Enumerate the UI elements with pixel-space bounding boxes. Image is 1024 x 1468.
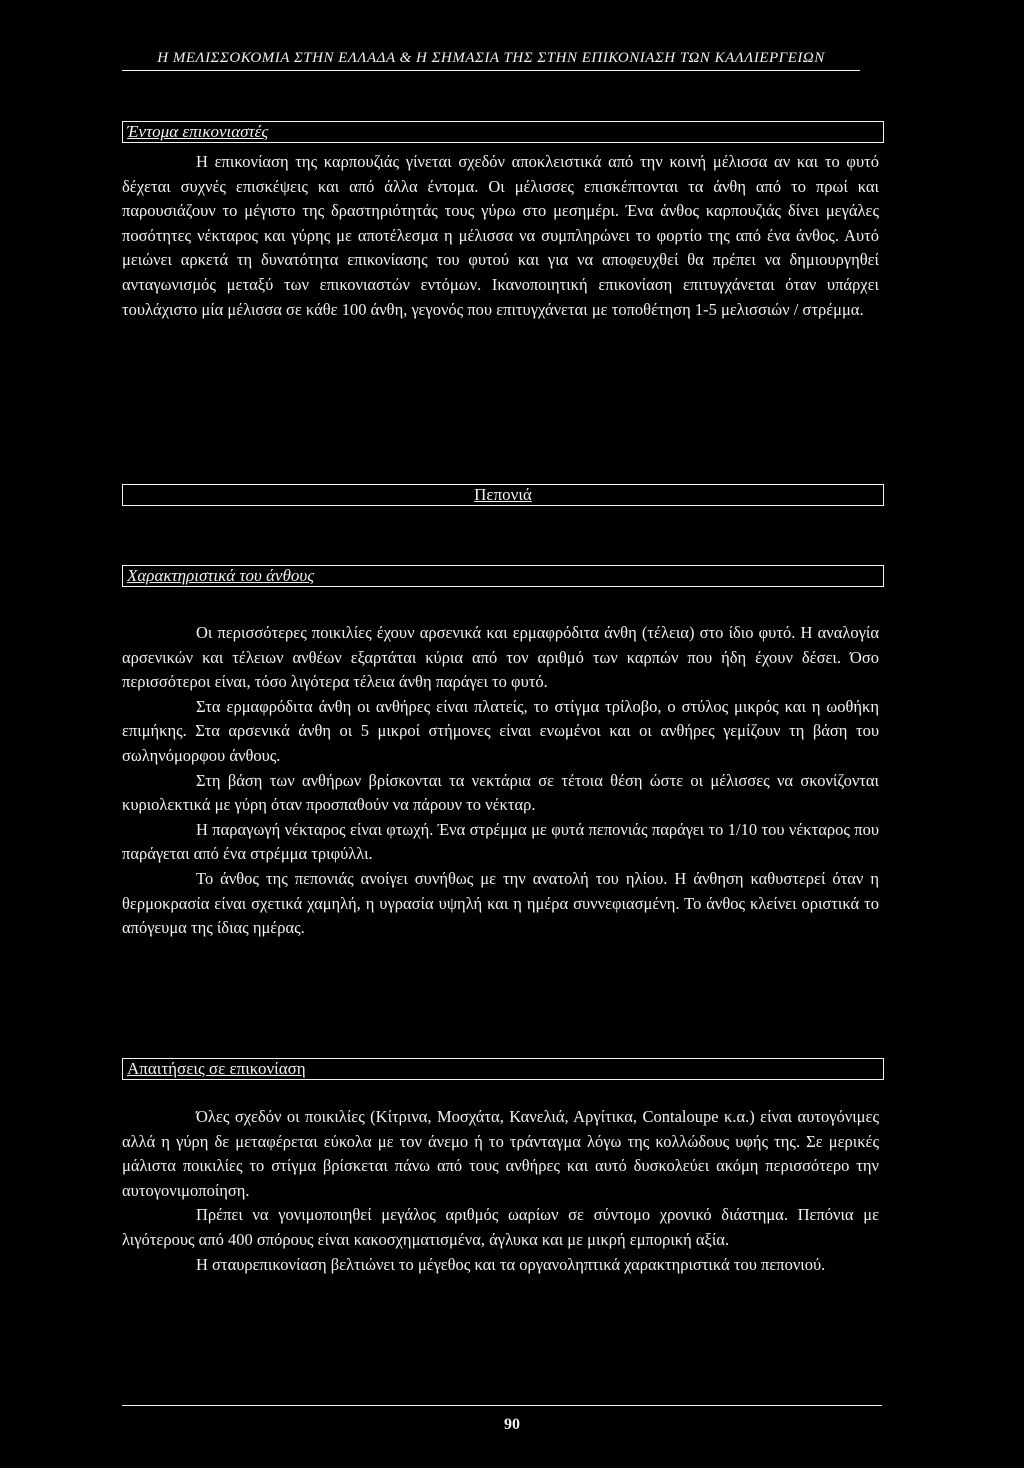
section-heading-flower-characteristics	[122, 565, 884, 587]
section-body-pollination-requirements	[122, 1105, 879, 1277]
paragraph: Η επικονίαση της καρπουζιάς γίνεται σχεδόν αποκλειστικά από την κοινή μέλισσα αν και το φυτό δέχεται συχνές επισκέψεις και από άλλα έντομα. Οι μέλισσες επισκέπτονται τα άνθη από το πρωί και παρουσιάζουν το μέγιστο της δραστηριότητάς τους γύρω στο μεσημέρι. Ένα άνθος καρπουζιάς δίνει μεγάλες ποσότητες νέκταρος και γύρης με αποτέλεσμα η μέλισσα να συμπληρώνει το φορτίο της από ένα άνθος. Αυτό μειώνει αρκετά τη δυνατότητα επικονίασης του φυτού και για να αποφευχθεί θα πρέπει να δημιουργηθεί ανταγωνισμός μεταξύ των επικονιαστών εντόμων. Ικανοποιητική επικονίαση επιτυγχάνεται όταν υπάρχει τουλάχιστο μία μέλισσα σε κάθε 100 άνθη, γεγονός που επιτυγχάνεται με τοποθέτηση 1-5 μελισσιών / στρέμμα.	[122, 152, 879, 319]
paragraph: Οι περισσότερες ποικιλίες έχουν αρσενικά και ερμαφρόδιτα άνθη (τέλεια) στο ίδιο φυτό. Η αναλογία αρσενικών και τέλειων ανθέων εξαρτάται κύρια από τον αριθμό των καρπών που ήδη έχουν δέσει. Όσο περισσότεροι είναι, τόσο λιγότερα τέλεια άνθη παράγει το φυτό.	[122, 623, 879, 692]
footer-rule	[122, 1405, 882, 1406]
section-body-insect-pollinators	[122, 150, 879, 322]
crop-title-box	[122, 484, 884, 506]
paragraph: Η παραγωγή νέκταρος είναι φτωχή. Ένα στρέμμα με φυτά πεπονιάς παράγει το 1/10 του νέκταρος που παράγεται από ένα στρέμμα τριφύλλι.	[122, 819, 879, 864]
section-heading-label: Έντομα επικονιαστές	[127, 122, 269, 141]
section-body-flower-characteristics	[122, 621, 879, 941]
paragraph: Όλες σχεδόν οι ποικιλίες (Κίτρινα, Μοσχάτα, Κανελιά, Αργίτικα, Contaloupe κ.α.) είναι αυτογόνιμες αλλά η γύρη δε μεταφέρεται εύκολα με τον άνεμο ή το τράνταγμα λόγω της κολλώδους υφής της. Σε μερικές μάλιστα ποικιλίες το στίγμα βρίσκεται πάνω από τους ανθήρες και αυτό δυσκολεύει ακόμη περισσότερο την αυτογονιμοποίηση.	[122, 1107, 879, 1200]
paragraph: Η σταυρεπικονίαση βελτιώνει το μέγεθος και τα οργανοληπτικά χαρακτηριστικά του πεπονιού.	[196, 1254, 826, 1274]
section-heading-insect-pollinators	[122, 121, 884, 143]
section-heading-label: Χαρακτηριστικά του άνθους	[127, 566, 315, 585]
crop-title: Πεπονιά	[474, 485, 532, 504]
paragraph: Στα ερμαφρόδιτα άνθη οι ανθήρες είναι πλατείς, το στίγμα τρίλοβο, ο στύλος μικρός και η ωοθήκη επιμήκης. Στα αρσενικά άνθη οι 5 μικροί στήμονες είναι ενωμένοι και οι ανθήρες γεμίζουν τη βάση του σωληνόμορφου άνθους.	[122, 696, 879, 765]
paragraph: Το άνθος της πεπονιάς ανοίγει συνήθως με την ανατολή του ηλίου. Η άνθηση καθυστερεί όταν η θερμοκρασία είναι σχετικά χαμηλή, η υγρασία υψηλή και η ημέρα συννεφιασμένη. Το άνθος κλείνει οριστικά το απόγευμα της ίδιας ημέρας.	[122, 868, 879, 938]
section-heading-pollination-requirements	[122, 1058, 884, 1080]
paragraph: Πρέπει να γονιμοποιηθεί μεγάλος αριθμός ωαρίων σε σύντομο χρονικό διάστημα. Πεπόνια με λιγότερους από 400 σπόρους είναι κακοσχηματισμένα, άγλυκα και με μικρή εμπορική αξία.	[122, 1205, 879, 1249]
page-number: 90	[504, 1416, 520, 1433]
section-heading-label: Απαιτήσεις σε επικονίαση	[127, 1059, 306, 1078]
paragraph: Στη βάση των ανθήρων βρίσκονται τα νεκτάρια σε τέτοια θέση ώστε οι μέλισσες να σκονίζονται κυριολεκτικά με γύρη όταν προσπαθούν να πάρουν το νέκταρ.	[122, 770, 879, 815]
running-header: Η ΜΕΛΙΣΣΟΚΟΜΙΑ ΣΤΗΝ ΕΛΛΑΔΑ & Η ΣΗΜΑΣΙΑ ΤΗΣ ΣΤΗΝ ΕΠΙΚΟΝΙΑΣΗ ΤΩΝ ΚΑΛΛΙΕΡΓΕΙΩΝ	[122, 50, 860, 71]
